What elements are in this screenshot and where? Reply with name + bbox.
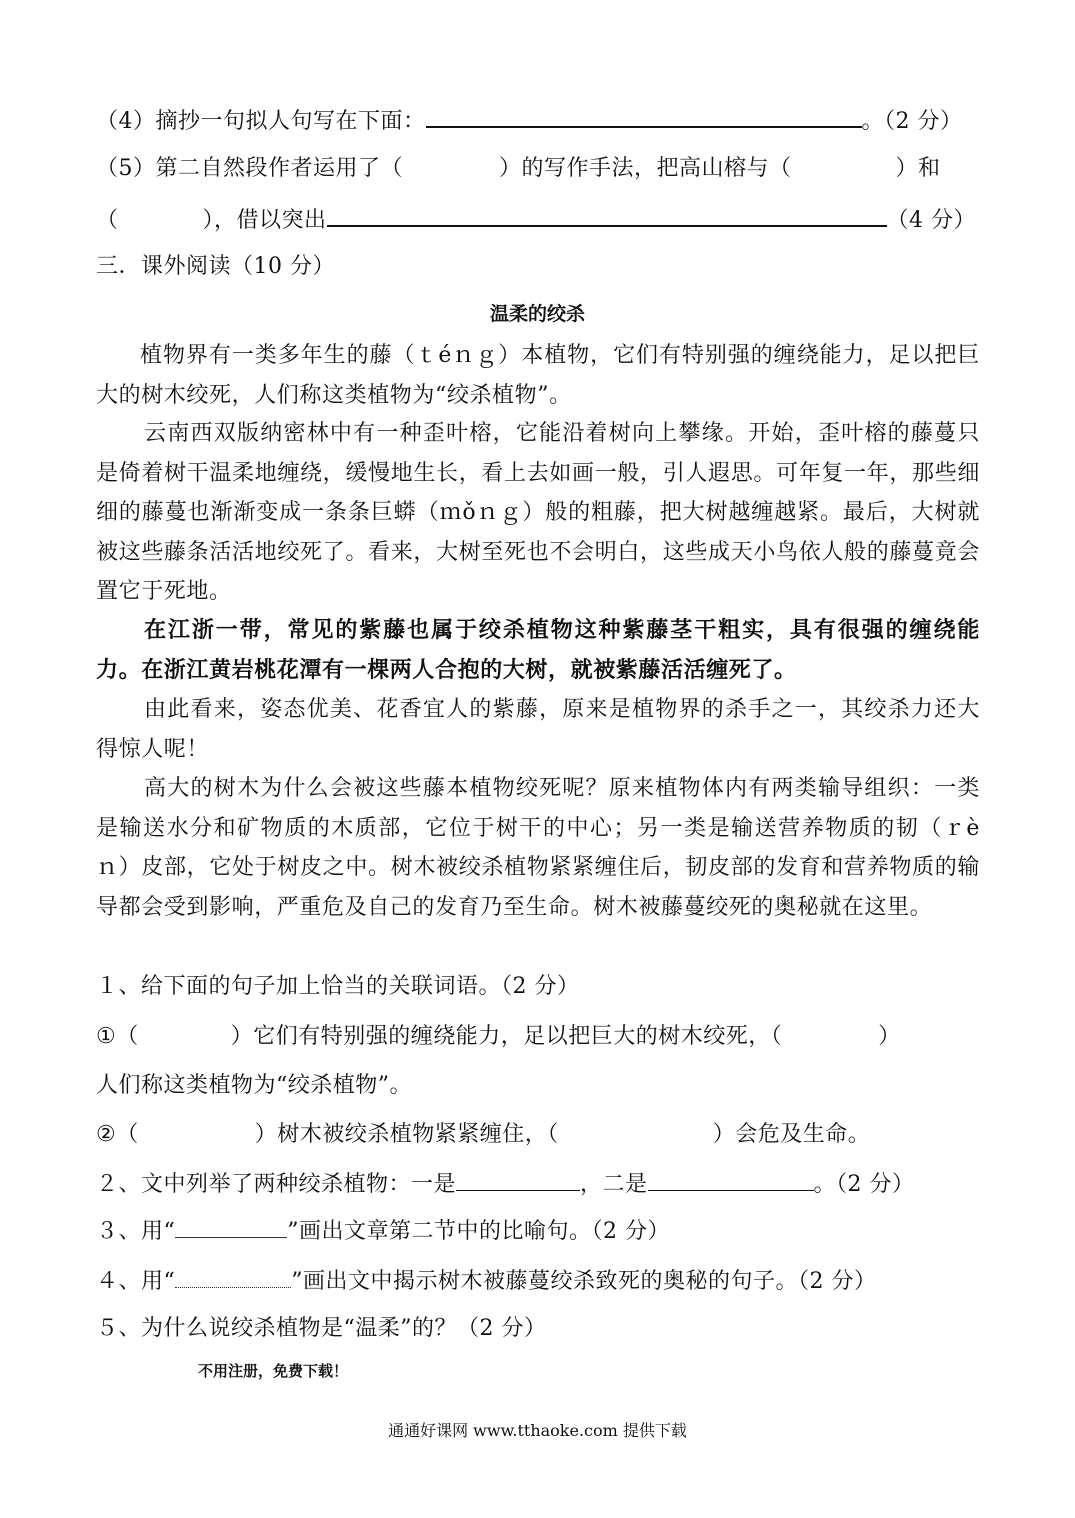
question-5-score: （4 分）: [886, 208, 977, 233]
q4-text-a: ４、用“: [96, 1269, 176, 1294]
q2-text-b: ，二是: [580, 1172, 648, 1197]
q3-text-a: ３、用“: [96, 1219, 176, 1244]
paragraph-5: 高大的树木为什么会被这些藤本植物绞死呢？原来植物体内有两类输导组织：一类是输送水分和矿物质的木质部，它位于树干的中心；另一类是输送营养物质的韧（ｒèｎ）皮部，它处于树皮之中。树木被绞杀植物紧紧缠住后，韧皮部的发育和营养物质的输导都会受到影响，严重危及自己的发育乃至生命。树木被藤蔓绞死的奥秘就在这里。: [96, 776, 980, 920]
answer-line: [648, 1168, 814, 1191]
question-4-text: （4）摘抄一句拟人句写在下面：: [96, 109, 426, 134]
question-4: [96, 1265, 980, 1297]
section-heading: 三．课外阅读（10 分）: [96, 254, 335, 279]
question-5-text-c: ）和: [895, 156, 941, 181]
q1a-text-3: ）: [878, 1024, 901, 1049]
straight-underline-sample: [175, 1217, 287, 1238]
q1a-text-1: ①（: [96, 1024, 139, 1049]
question-4-line: [96, 104, 980, 137]
answer-line: [327, 203, 887, 227]
question-5-text-d: （: [96, 208, 119, 233]
question-5: ５、为什么说绞杀植物是“温柔”的？（2 分）: [96, 1316, 547, 1341]
question-5-text-b: ）的写作手法，把高山榕与（: [499, 156, 792, 181]
question-5-line-1: [96, 154, 980, 184]
paragraph-2: 云南西双版纳密林中有一种歪叶榕，它能沿着树向上攀缘。开始，歪叶榕的藤蔓只是倚着树干温柔地缠绕，缓慢地生长，看上去如画一般，引人遐思。可年复一年，那些细细的藤蔓也渐渐变成一条条巨蟒（ｍǒｎｇ）般的粗藤，把大树越缠越紧。最后，大树就被这些藤条活活地绞死了。看来，大树至死也不会明白，这些成天小鸟依人般的藤蔓竟会置它于死地。: [96, 421, 980, 604]
download-note: 不用注册，免费下载！: [198, 1362, 349, 1380]
q1b-text-2: ）树木被绞杀植物紧紧缠住，（: [254, 1122, 559, 1147]
paragraph-4: 由此看来，姿态优美、花香宜人的紫藤，原来是植物界的杀手之一，其绞杀力还大得惊人呢！: [96, 697, 980, 762]
question-1-item-b: [96, 1120, 980, 1150]
question-1-item-a-cont: 人们称这类植物为“绞杀植物”。: [96, 1073, 412, 1098]
q1b-text-1: ②（: [96, 1122, 139, 1147]
q4-text-b: ”画出文中揭示树木被藤蔓绞杀致死的奥秘的句子。（2 分）: [291, 1269, 877, 1294]
question-4-end: 。（2 分）: [861, 109, 963, 134]
passage-title: 温柔的绞杀: [489, 303, 585, 325]
question-1-item-a: [96, 1022, 980, 1052]
q2-text-a: ２、文中列举了两种绞杀植物：一是: [96, 1172, 457, 1197]
question-5-text-a: （5）第二自然段作者运用了（: [96, 156, 403, 181]
question-1-prompt: １、给下面的句子加上恰当的关联词语。（2 分）: [96, 974, 580, 999]
footer: 通通好课网 www.tthaoke.com 提供下载: [388, 1421, 687, 1440]
q2-text-c: 。（2 分）: [813, 1172, 915, 1197]
paragraph-1: 植物界有一类多年生的藤（ｔéｎｇ）本植物，它们有特别强的缠绕能力，足以把巨大的树木绞死，人们称这类植物为“绞杀植物”。: [96, 343, 980, 408]
question-3: [96, 1217, 980, 1247]
question-5-text-e: ），借以突出: [202, 208, 327, 233]
q1a-text-2: ）它们有特别强的缠绕能力，足以把巨大的树木绞死，（: [230, 1024, 783, 1049]
paragraph-3: 在江浙一带，常见的紫藤也属于绞杀植物这种紫藤茎干粗实，具有很强的缠绕能力。在浙江黄岩桃花潭有一棵两人合抱的大树，就被紫藤活活缠死了。: [96, 617, 980, 683]
answer-line: [426, 104, 862, 128]
question-2: [96, 1168, 980, 1200]
wavy-underline-sample: [175, 1265, 291, 1288]
q3-text-b: ”画出文章第二节中的比喻句。（2 分）: [287, 1219, 670, 1244]
answer-line: [456, 1168, 580, 1191]
q1b-text-3: ）会危及生命。: [712, 1122, 871, 1147]
question-5-line-2: [96, 203, 980, 236]
